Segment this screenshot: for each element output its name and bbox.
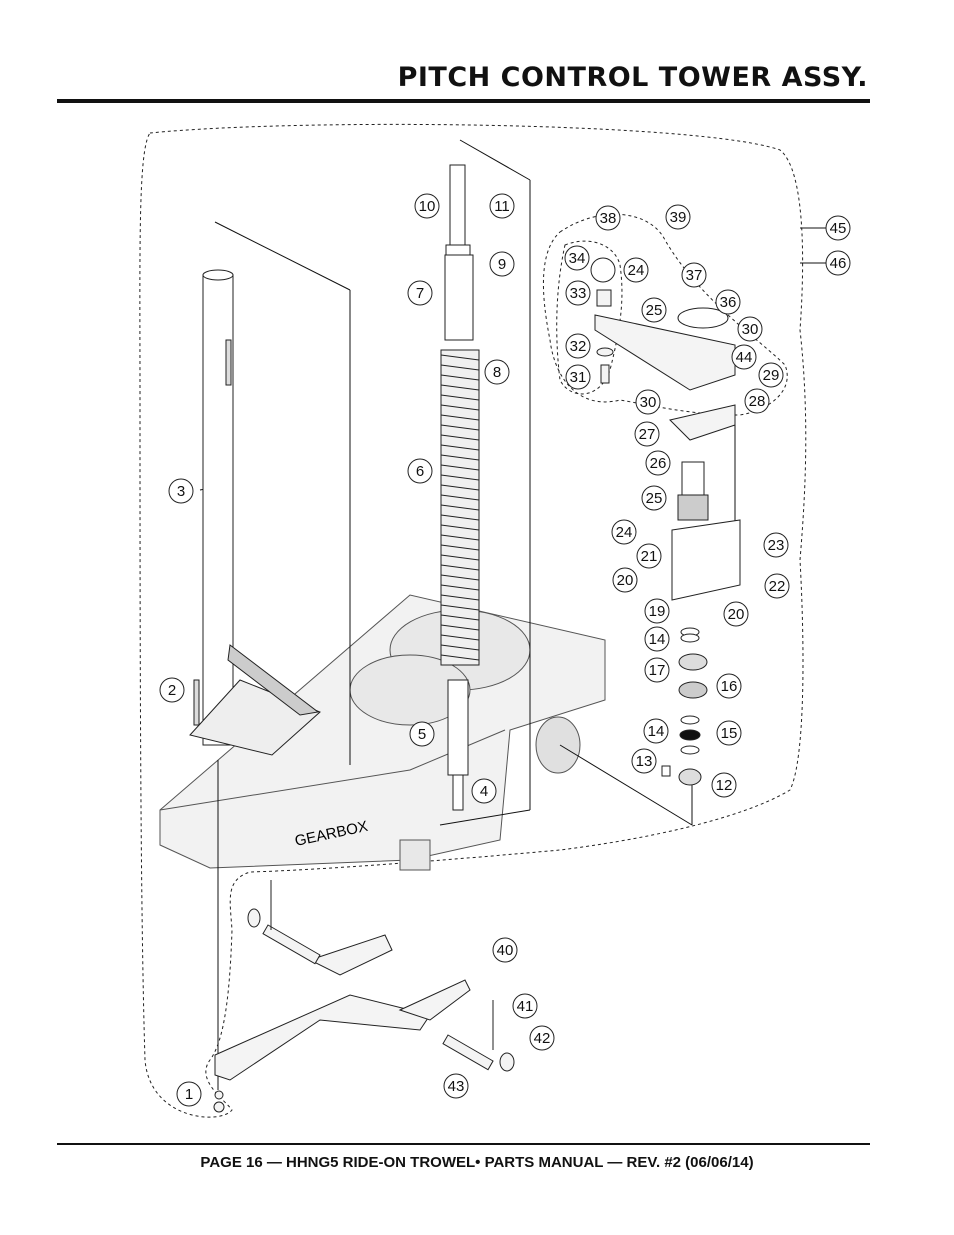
- callout-46: [826, 251, 850, 275]
- callout-30b: [636, 390, 660, 414]
- callout-8: [485, 360, 509, 384]
- callout-16: [717, 674, 741, 698]
- callout-28: [745, 389, 769, 413]
- callout-21: [637, 544, 661, 568]
- callout-5: [410, 722, 434, 746]
- svg-text:28: 28: [748, 393, 766, 410]
- callout-20b: [724, 602, 748, 626]
- callout-42: [530, 1026, 554, 1050]
- callout-1: [177, 1082, 201, 1106]
- callout-44: [732, 345, 756, 369]
- svg-text:38: 38: [599, 210, 617, 227]
- svg-text:15: 15: [720, 725, 738, 742]
- svg-text:36: 36: [719, 294, 737, 311]
- callout-25b: [642, 486, 666, 510]
- callout-6: [408, 459, 432, 483]
- svg-text:26: 26: [649, 455, 667, 472]
- footer-rule: [57, 1143, 870, 1145]
- callout-41: [513, 994, 537, 1018]
- callout-2: [160, 678, 184, 702]
- svg-text:45: 45: [829, 220, 847, 237]
- callout-10: [415, 194, 439, 218]
- svg-text:22: 22: [768, 578, 786, 595]
- callout-17: [645, 658, 669, 682]
- callout-12: [712, 773, 736, 797]
- pitch-tube: [203, 270, 233, 745]
- svg-text:16: 16: [720, 678, 738, 695]
- gearbox-label: GEARBOX: [293, 817, 370, 850]
- svg-text:25: 25: [645, 302, 663, 319]
- svg-text:6: 6: [415, 463, 425, 480]
- control-arm: [591, 258, 735, 390]
- callout-4: [472, 779, 496, 803]
- svg-text:31: 31: [569, 369, 587, 386]
- svg-text:10: 10: [418, 198, 436, 215]
- callout-24b: [612, 520, 636, 544]
- callout-39: [666, 205, 690, 229]
- callout-31: [566, 365, 590, 389]
- svg-text:12: 12: [715, 777, 733, 794]
- svg-text:43: 43: [447, 1078, 465, 1095]
- svg-text:34: 34: [568, 250, 586, 267]
- svg-text:25: 25: [645, 490, 663, 507]
- callout-45: [826, 216, 850, 240]
- callout-34: [565, 246, 589, 270]
- svg-text:37: 37: [685, 267, 703, 284]
- callout-14b: [644, 719, 668, 743]
- svg-text:46: 46: [829, 255, 847, 272]
- callout-24: [624, 258, 648, 282]
- svg-text:29: 29: [762, 367, 780, 384]
- svg-text:24: 24: [627, 262, 645, 279]
- svg-text:39: 39: [669, 209, 687, 226]
- svg-text:41: 41: [516, 998, 534, 1015]
- svg-text:14: 14: [647, 723, 665, 740]
- svg-text:5: 5: [417, 726, 427, 743]
- svg-text:1: 1: [184, 1086, 194, 1103]
- callout-15: [717, 721, 741, 745]
- svg-text:23: 23: [767, 537, 785, 554]
- callout-11: [490, 194, 514, 218]
- svg-text:32: 32: [569, 338, 587, 355]
- callout-25: [642, 298, 666, 322]
- svg-text:4: 4: [479, 783, 489, 800]
- callout-13: [632, 749, 656, 773]
- callout-14: [645, 627, 669, 651]
- callout-37: [682, 263, 706, 287]
- callout-43: [444, 1074, 468, 1098]
- svg-text:20: 20: [727, 606, 745, 623]
- svg-text:21: 21: [640, 548, 658, 565]
- callout-22: [765, 574, 789, 598]
- svg-text:11: 11: [494, 198, 510, 215]
- callout-30: [738, 317, 762, 341]
- svg-text:2: 2: [167, 682, 177, 699]
- svg-text:7: 7: [415, 285, 425, 302]
- svg-text:3: 3: [176, 483, 186, 500]
- callout-3: [169, 479, 193, 503]
- callout-20: [613, 568, 637, 592]
- svg-text:30: 30: [639, 394, 657, 411]
- callout-29: [759, 363, 783, 387]
- callout-32: [566, 334, 590, 358]
- svg-text:19: 19: [648, 603, 666, 620]
- page-title: PITCH CONTROL TOWER ASSY.: [397, 62, 868, 93]
- callout-33: [566, 281, 590, 305]
- callout-36: [716, 290, 740, 314]
- svg-text:33: 33: [569, 285, 587, 302]
- callout-7: [408, 281, 432, 305]
- callout-27: [635, 422, 659, 446]
- callout-9: [490, 252, 514, 276]
- callout-26: [646, 451, 670, 475]
- svg-text:14: 14: [648, 631, 666, 648]
- callout-23: [764, 533, 788, 557]
- svg-text:40: 40: [496, 942, 514, 959]
- svg-text:24: 24: [615, 524, 633, 541]
- svg-text:13: 13: [635, 753, 653, 770]
- pitch-linkage: [214, 880, 514, 1112]
- page-footer: PAGE 16 — HHNG5 RIDE-ON TROWEL• PARTS MANUAL — REV. #2 (06/06/14): [200, 1154, 754, 1171]
- callout-40: [493, 938, 517, 962]
- svg-text:30: 30: [741, 321, 759, 338]
- svg-text:20: 20: [616, 572, 634, 589]
- svg-text:27: 27: [638, 426, 656, 443]
- svg-text:42: 42: [533, 1030, 551, 1047]
- svg-text:9: 9: [497, 256, 507, 273]
- svg-text:44: 44: [735, 349, 753, 366]
- callout-38: [596, 206, 620, 230]
- svg-text:17: 17: [648, 662, 666, 679]
- spring: [441, 350, 479, 665]
- callout-19: [645, 599, 669, 623]
- bolt: [194, 680, 199, 725]
- svg-text:8: 8: [492, 364, 502, 381]
